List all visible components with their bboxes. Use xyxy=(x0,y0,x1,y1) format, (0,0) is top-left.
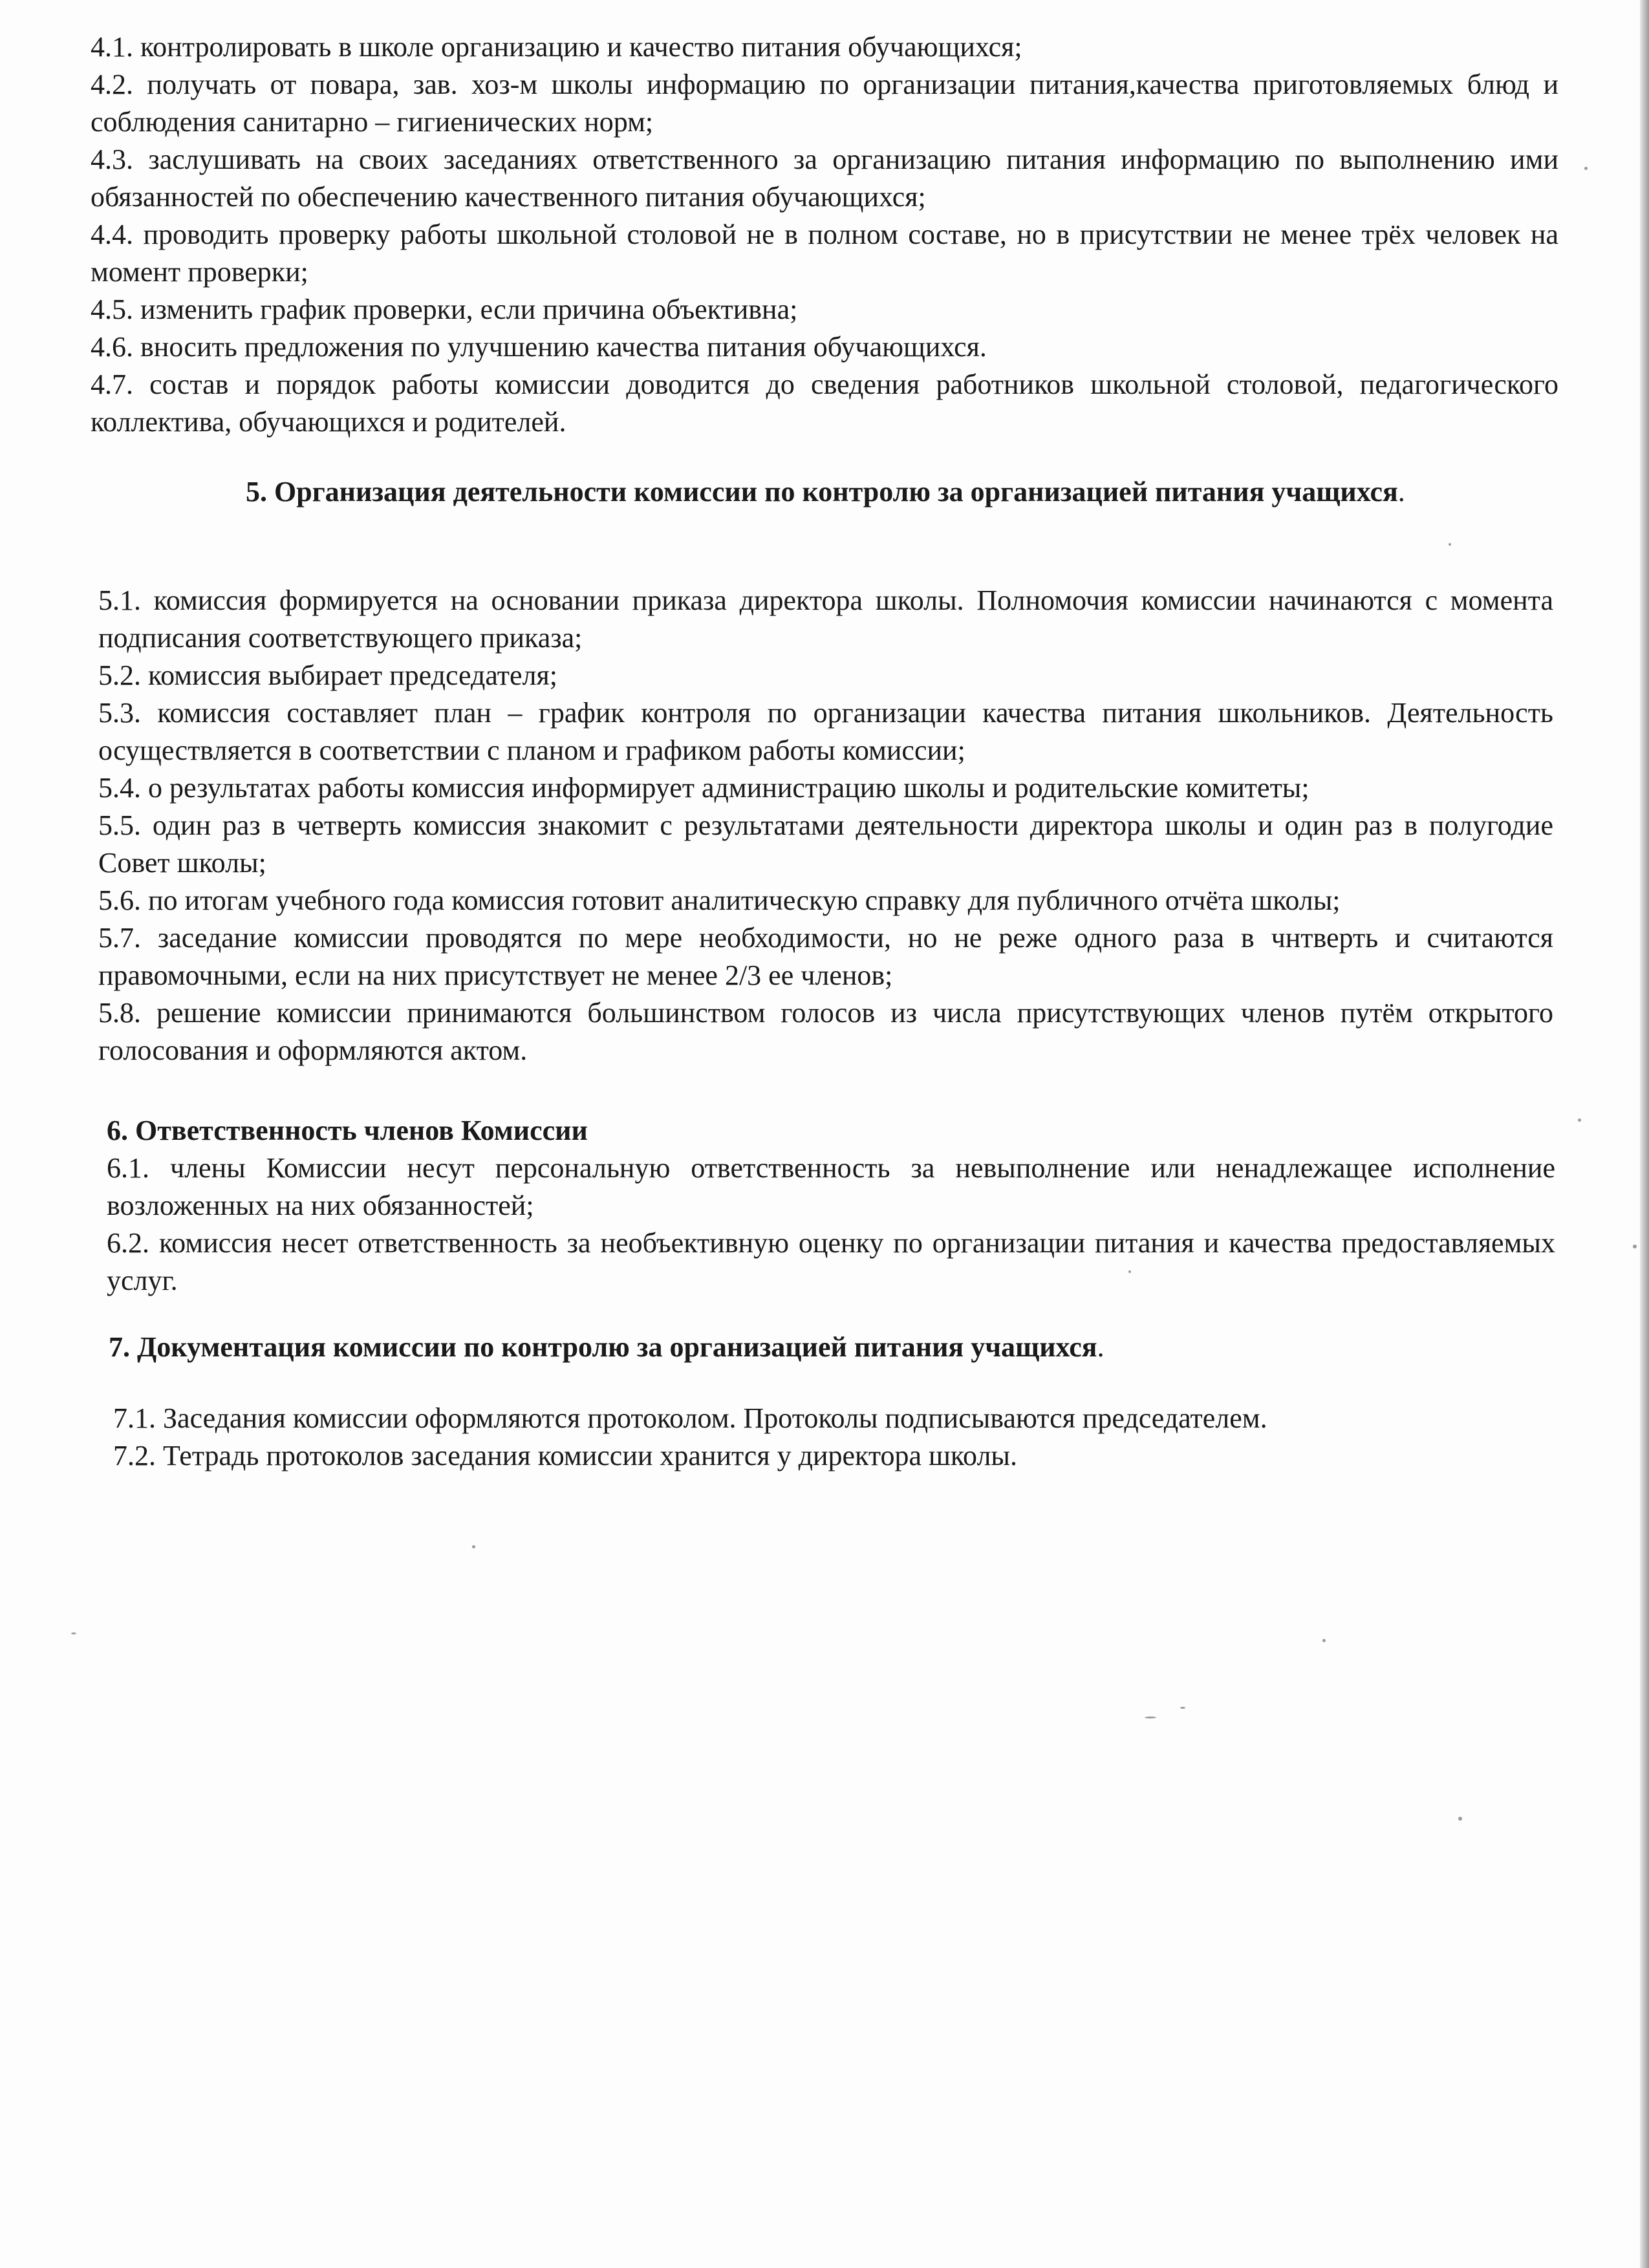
item-5-7: 5.7. заседание комиссии проводятся по мере необходимости, но не реже одного раза в чнтверть и считаются правомочными, если на них присутствует не менее 2/3 ее членов; xyxy=(98,922,1553,991)
item-4-3: 4.3. заслушивать на своих заседаниях ответственного за организацию питания информацию по выполнению ими обязанностей по обеспечению качественного питания обучающихся; xyxy=(91,144,1558,213)
section-4-list xyxy=(91,28,1558,441)
scan-speck xyxy=(71,1632,76,1634)
section-5-heading-text: 5. Организация деятельности комиссии по контролю за организацией питания учащихся xyxy=(246,476,1398,508)
item-6-1: 6.1. члены Комиссии несут персональную ответственность за невыполнение или ненадлежащее исполнение возложенных на них обязанностей; xyxy=(107,1152,1555,1221)
item-4-5: 4.5. изменить график проверки, если причина объективна; xyxy=(91,294,798,325)
section-5-heading xyxy=(168,473,1461,511)
item-6-2: 6.2. комиссия несет ответственность за необъективную оценку по организации питания и качества предоставляемых услуг. xyxy=(107,1227,1555,1296)
section-7-list xyxy=(113,1400,1562,1475)
scan-speck xyxy=(1458,1817,1462,1821)
item-5-1: 5.1. комиссия формируется на основании приказа директора школы. Полномочия комиссии начинаются с момента подписания соответствующего приказа; xyxy=(98,584,1553,654)
section-5-list xyxy=(98,582,1553,1069)
section-5-heading-block xyxy=(168,473,1461,511)
scan-speck xyxy=(1145,1717,1156,1718)
scan-speck xyxy=(1633,1245,1637,1248)
item-5-6: 5.6. по итогам учебного года комиссия готовит аналитическую справку для публичного отчёта школы; xyxy=(98,884,1341,916)
scan-speck xyxy=(472,1545,475,1548)
section-6-heading: 6. Ответственность членов Комиссии xyxy=(107,1115,588,1146)
scan-speck xyxy=(1180,1707,1185,1709)
scan-speck xyxy=(1578,1118,1581,1122)
section-5-heading-suffix: . xyxy=(1397,476,1405,508)
scan-edge-shadow xyxy=(1640,0,1649,2268)
item-4-2: 4.2. получать от повара, зав. хоз-м школы информацию по организации питания,качества приготовляемых блюд и соблюдения санитарно – гигиенических норм; xyxy=(91,69,1558,138)
scan-speck xyxy=(1128,1270,1131,1273)
item-7-1: 7.1. Заседания комиссии оформляются протоколом. Протоколы подписываются председателем. xyxy=(113,1402,1267,1434)
scan-speck xyxy=(1584,167,1588,170)
section-7-heading-block xyxy=(109,1329,1557,1366)
item-4-6: 4.6. вносить предложения по улучшению качества питания обучающихся. xyxy=(91,331,987,363)
item-4-4: 4.4. проводить проверку работы школьной столовой не в полном составе, но в присутствии не менее трёх человек на момент проверки; xyxy=(91,219,1558,288)
item-5-2: 5.2. комиссия выбирает председателя; xyxy=(98,659,557,691)
item-5-8: 5.8. решение комиссии принимаются большинством голосов из числа присутствующих членов путём открытого голосования и оформляются актом. xyxy=(98,997,1553,1066)
section-7-heading xyxy=(109,1329,1557,1366)
section-7-heading-text: 7. Документация комиссии по контролю за организацией питания учащихся xyxy=(109,1331,1097,1363)
section-7-heading-suffix: . xyxy=(1097,1331,1105,1363)
scan-speck xyxy=(1322,1639,1326,1642)
section-6-block xyxy=(107,1112,1555,1300)
item-5-3: 5.3. комиссия составляет план – график контроля по организации качества питания школьников. Деятельность осуществляется в соответствии с планом и графиком работы комиссии; xyxy=(98,697,1553,766)
item-5-5: 5.5. один раз в четверть комиссия знакомит с результатами деятельности директора школы и один раз в полугодие Совет школы; xyxy=(98,809,1553,879)
item-4-7: 4.7. состав и порядок работы комиссии доводится до сведения работников школьной столовой, педагогического коллектива, обучающихся и родителей. xyxy=(91,369,1558,438)
item-5-4: 5.4. о результатах работы комиссия информирует администрацию школы и родительские комитеты; xyxy=(98,772,1310,804)
item-7-2: 7.2. Тетрадь протоколов заседания комиссии хранится у директора школы. xyxy=(113,1440,1017,1471)
item-4-1: 4.1. контролировать в школе организацию и качество питания обучающихся; xyxy=(91,31,1022,63)
scan-speck xyxy=(1449,543,1451,546)
